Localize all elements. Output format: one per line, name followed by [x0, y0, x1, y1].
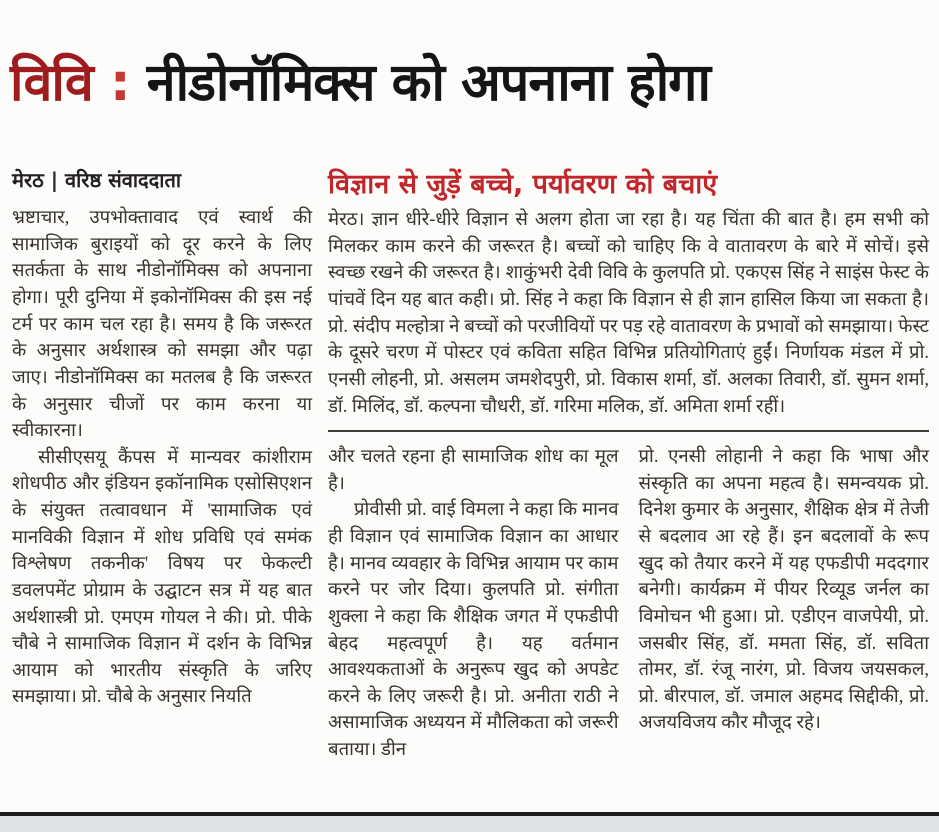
- subheadline: विज्ञान से जुड़ें बच्चे, पर्यावरण को बचाएं: [328, 169, 718, 201]
- left-column: [12, 164, 312, 764]
- left-column-paragraph-1: भ्रष्टाचार, उपभोक्तावाद एवं स्वार्थ की सामाजिक बुराइयों को दूर करने के लिए सतर्कता के साथ नीडोनॉमिक्स को अपनाना होगा। पूरी दुनिया में इकोनॉमिक्स की इस नई टर्म पर काम चल रहा है। समय है कि जरूरत के अनुसार अर्थशास्त्र को समझा और पढ़ा जाए। नीडोनॉमिक्स का मतलब है कि जरूरत के अनुसार चीजों पर काम करना या स्वीकारना।: [12, 208, 312, 442]
- right-column: [639, 444, 930, 764]
- byline: मेरठ | वरिष्ठ संवाददाता: [12, 168, 182, 193]
- headline-text: नीडोनॉमिक्स को अपनाना होगा: [146, 52, 710, 113]
- middle-column-paragraph-2: प्रोवीसी प्रो. वाई विमला ने कहा कि मानव ही विज्ञान एवं सामाजिक विज्ञान का आधार है। मानव व्यवहार के विभिन्न आयाम पर काम करने पर जोर दिया। कुलपति प्रो. संगीता शुक्ला ने कहा कि शैक्षिक जगत में एफडीपी बेहद महत्वपूर्ण है। यह वर्तमान आवश्यकताओं के अनुरूप खुद को अपडेट करने के लिए जरूरी है। प्रो. अनीता राठी ने असामाजिक अध्ययन में मौलिकता को जरूरी बताया। डीन: [328, 500, 619, 761]
- bottom-rule: [0, 812, 939, 832]
- article-body: [0, 164, 939, 764]
- article-headline: [0, 35, 939, 130]
- lower-columns: [328, 444, 929, 764]
- middle-column: [328, 444, 619, 764]
- left-column-paragraph-2: सीसीएसयू कैंपस में मान्यवर कांशीराम शोधपीठ और इंडियन इकॉनामिक एसोसिएशन के संयुक्त तत्वावधान में 'सामाजिक एवं मानविकी विज्ञान में शोध प्रविधि एवं समंक विश्लेषण तकनीक' विषय पर फेकल्टी डवलपमेंट प्रोग्राम के उद्घाटन सत्र में यह बात अर्थशास्त्री प्रो. एमएम गोयल ने की। प्रो. पीके चौबे ने सामाजिक विज्ञान में दर्शन के विभिन्न आयाम को भारतीय संस्कृति के जरिए समझाया। प्रो. चौबे के अनुसार नियति: [12, 447, 312, 708]
- right-section: [328, 164, 929, 764]
- headline-accent: विवि: [10, 52, 93, 113]
- middle-column-paragraph-1: और चलते रहना ही सामाजिक शोध का मूल है।: [328, 447, 619, 494]
- headline-separator: :: [92, 52, 147, 113]
- section-divider-rule: [328, 430, 929, 432]
- right-column-paragraph-1: प्रो. एनसी लोहानी ने कहा कि भाषा और संस्कृति का अपना महत्व है। समन्वयक प्रो. दिनेश कुमार के अनुसार, शैक्षिक क्षेत्र में तेजी से बदलाव आ रहे हैं। इन बदलावों के रूप खुद को तैयार करने में यह एफडीपी मददगार बनेगी। कार्यक्रम में पीयर रिव्यूड जर्नल का विमोचन भी हुआ। प्रो. एडीएन वाजपेयी, प्रो. जसबीर सिंह, डॉ. ममता सिंह, डॉ. सविता तोमर, डॉ. रंजू नारंग, प्रो. विजय जयसकल, प्रो. बीरपाल, डॉ. जमाल अहमद सिद्दीकी, प्रो. अजयविजय कौर मौजूद रहे।: [638, 447, 929, 734]
- lead-paragraph: मेरठ। ज्ञान धीरे-धीरे विज्ञान से अलग होता जा रहा है। यह चिंता की बात है। हम सभी को मिलकर काम करने की जरूरत है। बच्चों को चाहिए कि वे वातावरण के बारे में सोचें। इसे स्वच्छ रखने की जरूरत है। शाकुंभरी देवी विवि के कुलपति प्रो. एकएस सिंह ने साइंस फेस्ट के पांचवें दिन यह बात कही। प्रो. सिंह ने कहा कि विज्ञान से ही ज्ञान हासिल किया जा सकता है। प्रो. संदीप मल्होत्रा ने बच्चों को परजीवियों पर पड़ रहे वातावरण के प्रभावों को समझाया। फेस्ट के दूसरे चरण में पोस्टर एवं कविता सहित विभिन्न प्रतियोगिताएं हुईं। निर्णायक मंडल में प्रो. एनसी लोहनी, प्रो. असलम जमशेदपुरी, प्रो. विकास शर्मा, डॉ. अलका तिवारी, डॉ. सुमन शर्मा, डॉ. मिलिंद, डॉ. कल्पना चौधरी, डॉ. गरिमा मलिक, डॉ. अमिता शर्मा रहीं।: [328, 210, 929, 417]
